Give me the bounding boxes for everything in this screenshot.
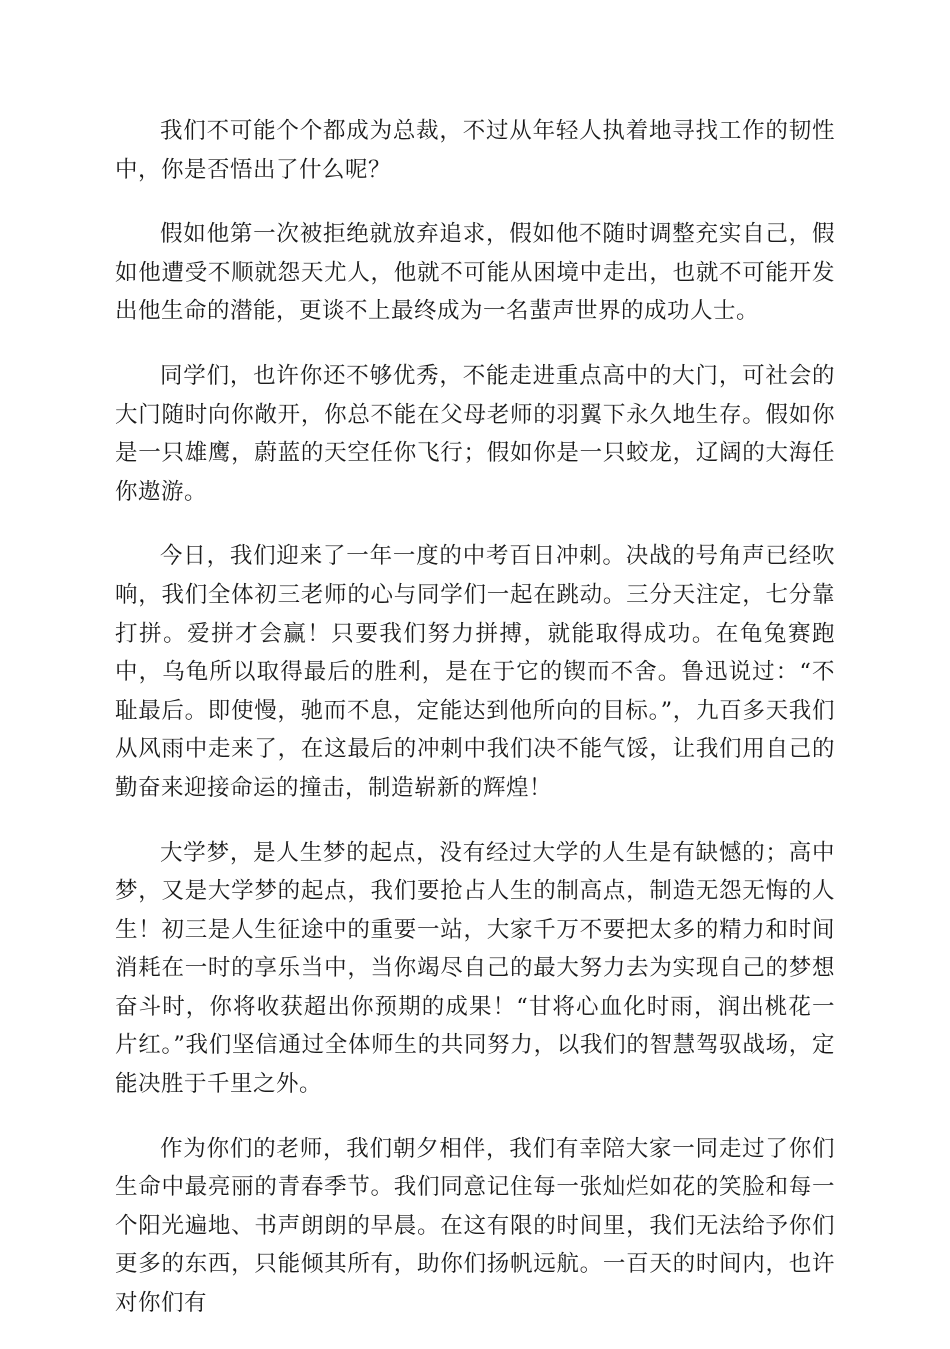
paragraph-3: 同学们，也许你还不够优秀，不能走进重点高中的大门，可社会的大门随时向你敞开，你总不能在父母老师的羽翼下永久地生存。假如你是一只雄鹰，蔚蓝的天空任你飞行；假如你是一只蛟龙，辽阔的大海任你遨游。 [115, 362, 835, 505]
document-body [115, 112, 835, 1349]
paragraph-1: 我们不可能个个都成为总裁，不过从年轻人执着地寻找工作的韧性中，你是否悟出了什么呢？ [115, 118, 835, 183]
paragraph-2: 假如他第一次被拒绝就放弃追求，假如他不随时调整充实自己，假如他遭受不顺就怨天尤人，他就不可能从困境中走出，也就不可能开发出他生命的潜能，更谈不上最终成为一名蜚声世界的成功人士。 [115, 221, 835, 325]
paragraph-4: 今日，我们迎来了一年一度的中考百日冲刺。决战的号角声已经吹响，我们全体初三老师的心与同学们一起在跳动。三分天注定，七分靠打拼。爱拼才会赢！只要我们努力拼搏，就能取得成功。在龟兔赛跑中，乌龟所以取得最后的胜利，是在于它的锲而不舍。鲁迅说过：“不耻最后。即使慢，驰而不息，定能达到他所向的目标。”，九百多天我们从风雨中走来了，在这最后的冲刺中我们决不能气馁，让我们用自己的勤奋来迎接命运的撞击，制造崭新的辉煌！ [115, 543, 835, 801]
paragraph-6: 作为你们的老师，我们朝夕相伴，我们有幸陪大家一同走过了你们生命中最亮丽的青春季节。我们同意记住每一张灿烂如花的笑脸和每一个阳光遍地、书声朗朗的早晨。在这有限的时间里，我们无法给予你们更多的东西，只能倾其所有，助你们扬帆远航。一百天的时间内，也许对你们有 [115, 1135, 835, 1317]
paragraph-5: 大学梦，是人生梦的起点，没有经过大学的人生是有缺憾的；高中梦，又是大学梦的起点，我们要抢占人生的制高点，制造无怨无悔的人生！初三是人生征途中的重要一站，大家千万不要把太多的精力和时间消耗在一时的享乐当中，当你竭尽自己的最大努力去为实现自己的梦想奋斗时，你将收获超出你预期的成果！“甘将心血化时雨，润出桃花一片红。”我们坚信通过全体师生的共同努力，以我们的智慧驾驭战场，定能决胜于千里之外。 [115, 839, 835, 1098]
